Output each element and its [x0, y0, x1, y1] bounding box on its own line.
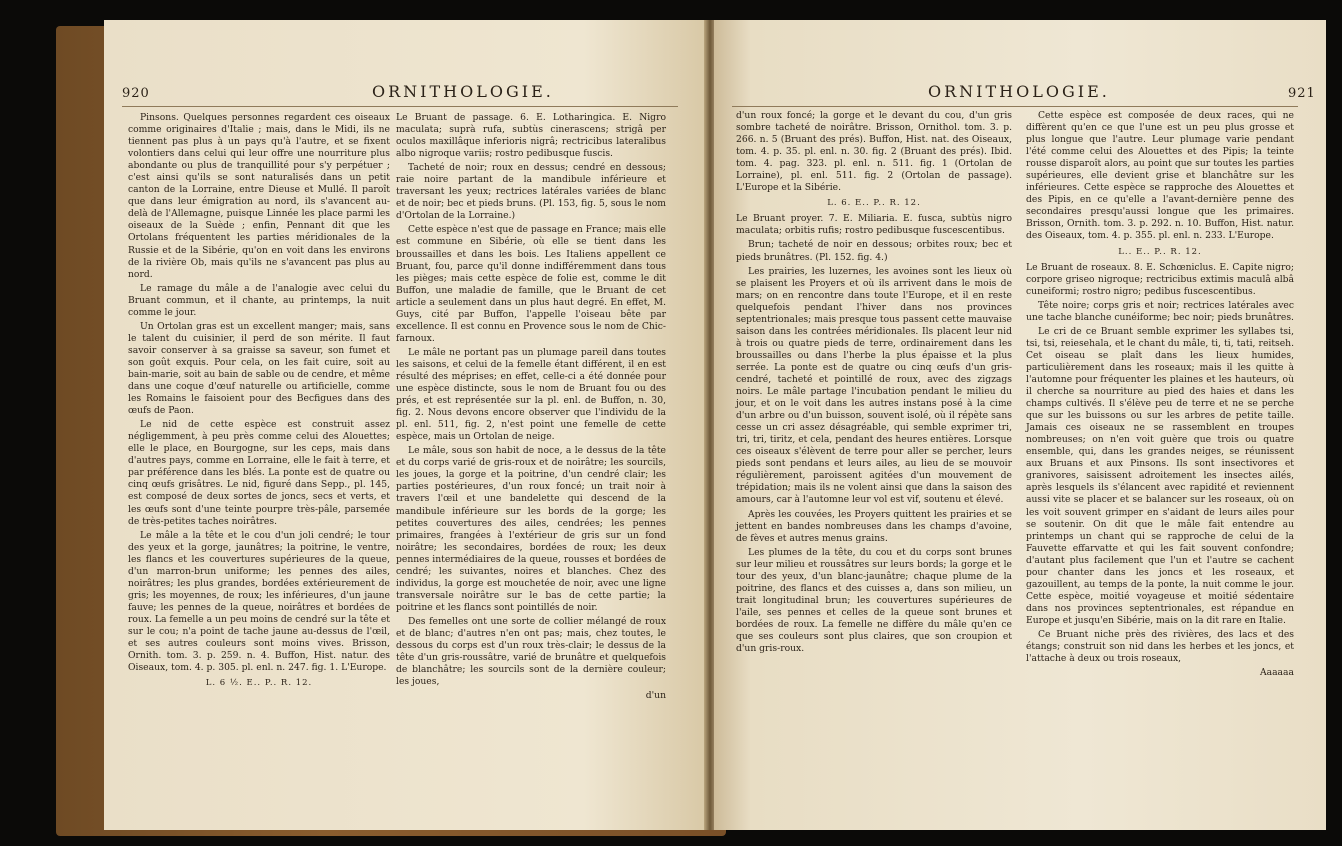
paragraph: Tacheté de noir; roux en dessus; cendré en dessous; raie noire partant de la mandibule inférieure et traversant les yeux; rectrices latérales variées de blanc et de noir; bec et pieds bruns. (Pl. 153, fig. 5, sous le nom d'Ortolan de la Lorraine.) — [396, 162, 666, 222]
open-book — [20, 6, 1342, 842]
measurements-line: L. 6 ½. E.. P.. R. 12. — [205, 678, 313, 689]
paragraph: Tête noire; corps gris et noir; rectrices latérales avec une tache blanche cunéiforme; bec noir; pieds brunâtres. — [1026, 299, 1294, 323]
measurements-line: L.. E.. P.. R. 12. — [1118, 246, 1202, 257]
paragraph: Le nid de cette espèce est construit assez négligemment, à peu près comme celui des Alouettes; elle le place, en Bourgogne, sur les ceps, mais dans d'autres pays, comme en Lorraine, elle le fait à terre, et par préférence dans les blés. La ponte est de quatre ou cinq œufs grisâtres. Le nid, figuré dans Sepp., pl. 145, est composé de deux sortes de joncs, secs et verts, et les œufs sont d'une teinte pourpre très-pâle, parsemée de très-petites taches noirâtres. — [128, 419, 390, 527]
paragraph: d'un roux foncé; la gorge et le devant du cou, d'un gris sombre tacheté de noirâtre. Brisson, Ornithol. tom. 3. p. 266. n. 5 (Bruant des prés). Buffon, Hist. nat. des Oiseaux, tom. 4. p. 35. pl. enl. n. 30. fig. 2 (Bruant des prés). Ibid. tom. 4. pag. 323. pl. enl. n. 511. fig. 1 (Ortolan de Lorraine), pl. enl. 511. fig. 2 (Ortolan de passage). L'Europe et la Sibérie. — [736, 110, 1012, 194]
species-heading: Le Bruant de passage. 6. E. Lotharingica. E. Nigro maculata; suprà rufa, subtùs cinerascens; strigâ per oculos maxillâque inferioris nigrâ; rectricibus lateralibus albo nigroque variis; rostro pedibusque fuscis. — [396, 112, 666, 160]
paragraph: Cette espèce est composée de deux races, qui ne diffèrent qu'en ce que l'une est un peu plus grosse et plus longue que l'autre. Leur plumage varie pendant l'été comme celui des Alouettes et des Pipis; la teinte rousse disparoît alors, au point que sur toutes les parties supérieures, elle devient grise et blanchâtre sur les inférieures. Cette espèce se rapproche des Alouettes et des Pipis, en ce qu'elle a l'avant-dernière penne des secondaires presqu'aussi longue que les primaires. Brisson, Ornith. tom. 3. p. 292. n. 10. Buffon, Hist. natur. des Oiseaux, tom. 4. p. 355. pl. enl. n. 233. L'Europe. — [1026, 110, 1294, 242]
paragraph: Le mâle, sous son habit de noce, a le dessus de la tête et du corps varié de gris-roux et de noirâtre; les sourcils, les joues, la gorge et la poitrine, d'un cendré clair; les parties postérieures, d'un roux foncé; un trait noir à travers l'œil et une bandelette qui descend de la mandibule inférieure sur les bords de la gorge; les petites couvertures des ailes, cendrées; les pennes primaires, frangées à l'extérieur de gris sur un fond noirâtre; les secondaires, bordées de roux; les deux pennes intermédiaires de la queue, rousses et bordées de cendré; les suivantes, noires et blanches. Chez des individus, la gorge est mouchetée de noir, avec une ligne transversale noirâtre sur le bas de cette partie; la poitrine et les flancs sont pointillés de noir. — [396, 445, 666, 613]
right-page — [714, 20, 1326, 830]
paragraph: Cette espèce n'est que de passage en France; mais elle est commune en Sibérie, où elle se tient dans les broussailles et dans les bois. Les Italiens appellent ce Bruant, fou, parce qu'il donne indifféremment dans tous les pièges; mais cette espèce de folie est, comme le dit Buffon, une maladie de famille, que le Bruant de cet article a seulement dans un plus haut degré. En effet, M. Guys, cité par Buffon, l'appelle l'oiseau bête par excellence. Il est connu en Provence sous le nom de Chic-farnoux. — [396, 224, 666, 344]
page-number: 920 — [122, 86, 150, 101]
column-left-1 — [128, 112, 390, 693]
running-head: ORNITHOLOGIE. — [372, 82, 554, 101]
paragraph: Le ramage du mâle a de l'analogie avec celui du Bruant commun, et il chante, au printemps, la nuit comme le jour. — [128, 282, 390, 318]
running-head: ORNITHOLOGIE. — [928, 82, 1110, 101]
column-left-2 — [396, 112, 666, 704]
header-rule — [732, 106, 1298, 107]
species-heading: Le Bruant de roseaux. 8. E. Schœniclus. E. Capite nigro; corpore griseo nigroque; rectricibus extimis maculâ albâ cuneiformi; rostro nigro; pedibus fuscescentibus. — [1026, 261, 1294, 297]
paragraph: Ce Bruant niche près des rivières, des lacs et des étangs; construit son nid dans les herbes et les joncs, et l'attache à deux ou trois roseaux, — [1026, 628, 1294, 665]
page-number: 921 — [1288, 86, 1316, 101]
paragraph: Des femelles ont une sorte de collier mélangé de roux et de blanc; d'autres n'en ont pas; mais, chez toutes, le dessous du corps est d'un roux très-clair; le dessus de la tête d'un gris-roussâtre, varié de brunâtre et quelquefois de blanchâtre; les sourcils sont de la dernière couleur; les joues, — [396, 615, 666, 688]
signature-mark: Aaaaaa — [1259, 667, 1294, 679]
paragraph: Le mâle a la tête et le cou d'un joli cendré; le tour des yeux et la gorge, jaunâtres; la poitrine, le ventre, les flancs et les couvertures supérieures de la queue, d'un marron-brun uniforme; les pennes des ailes, noirâtres; les plus grandes, bordées extérieurement de gris; les moyennes, de roux; les inférieures, d'un jaune fauve; les pennes de la queue, noirâtres et bordées de roux. La femelle a un peu moins de cendré sur la tête et sur le cou; n'a point de tache jaune au-dessus de l'œil, et ses autres couleurs sont moins vives. Brisson, Ornith. tom. 3. p. 259. n. 4. Buffon, Hist. natur. des Oiseaux, tom. 4. p. 305. pl. enl. n. 247. fig. 1. L'Europe. — [128, 529, 390, 674]
paragraph: Le cri de ce Bruant semble exprimer les syllabes tsi, tsi, tsi, reiesehala, et le chant du mâle, ti, ti, tati, reitseh. Cet oiseau se plaît dans les lieux humides, particulièrement dans les roseaux; mais il les quitte à l'automne pour fréquenter les plaines et les hauteurs, où il cherche sa nourriture au pied des haies et dans les champs cultivés. Il s'élève peu de terre et ne se perche que sur les buissons ou sur les arbres de petite taille. Jamais ces oiseaux ne se rassemblent en troupes nombreuses; on n'en voit guère que trois ou quatre ensemble, qui, dans les grandes neiges, se réunissent aux Bruans et aux Pinsons. Ils sont insectivores et granivores, saisissent adroitement les insectes ailés, après lesquels ils s'élancent avec rapidité et reviennent aussi vite se placer et se balancer sur les roseaux, où on les voit souvent grimper en s'aidant de leurs ailes pour se soutenir. On dit que le mâle fait entendre au printemps un chant qui se rapproche de celui de la Fauvette effarvatte et qui les fait souvent confondre; d'autant plus facilement que l'un et l'autre se cachent pour chanter dans les joncs et les roseaux, et gazouillent, au temps de la ponte, la nuit comme le jour. Cette espèce, moitié voyageuse et moitié sédentaire dans nos provinces septentrionales, est répandue en Europe et jusqu'en Sibérie, mais on la dit rare en Italie. — [1026, 325, 1294, 626]
paragraph: Pinsons. Quelques personnes regardent ces oiseaux comme originaires d'Italie ; mais, dans le Midi, ils ne tiennent pas plus à un pays qu'à l'autre, et se fixent volontiers dans celui qui leur offre une nourriture plus abondante ou plus de tranquillité pour s'y perpétuer ; c'est ainsi qu'ils se sont naturalisés dans un petit canton de la Lorraine, entre Dieuse et Mullé. Il paroît que dans leur émigration au nord, ils s'avancent au-delà de l'Allemagne, puisque Linnée les place parmi les oiseaux de la Suède ; enfin, Pennant dit que les Ortolans fréquentent les parties méridionales de la Russie et de la Sibérie, qu'on en voit dans les environs de la rivière Ob, mais qu'ils ne s'avancent pas plus au nord. — [128, 112, 390, 280]
paragraph: Les plumes de la tête, du cou et du corps sont brunes sur leur milieu et roussâtres sur leurs bords; la gorge et le tour des yeux, d'un blanc-jaunâtre; chaque plume de la poitrine, des flancs et des cuisses a, dans son milieu, un trait longitudinal brun; les couvertures supérieures de l'aile, ses pennes et celles de la queue sont brunes et bordées de roux. La femelle ne diffère du mâle qu'en ce que ses couleurs sont plus claires, que son croupion et d'un gris-roux. — [736, 546, 1012, 655]
header-rule — [122, 106, 678, 107]
paragraph: Brun; tacheté de noir en dessous; orbites roux; bec et pieds brunâtres. (Pl. 152. fig. 4.) — [736, 239, 1012, 263]
left-page — [104, 20, 704, 830]
paragraph: Après les couvées, les Proyers quittent les prairies et se jettent en bandes nombreuses dans les champs d'avoine, de fèves et autres menus grains. — [736, 508, 1012, 544]
species-heading: Le Bruant proyer. 7. E. Miliaria. E. fusca, subtùs nigro maculata; orbitis rufis; rostro pedibusque fuscescentibus. — [736, 213, 1012, 237]
column-right-2 — [1026, 110, 1294, 681]
paragraph: Le mâle ne portant pas un plumage pareil dans toutes les saisons, et celui de la femelle étant différent, il en est résulté des méprises; en effet, celle-ci a été donnée pour une espèce distincte, sous le nom de Bruant fou ou des prés, et est représentée sur la pl. enl. de Buffon, n. 30, fig. 2. Nous devons encore observer que l'individu de la pl. enl. 511, fig. 2, n'est point une femelle de cette espèce, mais un Ortolan de neige. — [396, 346, 666, 443]
column-right-1 — [736, 110, 1012, 657]
paragraph: Un Ortolan gras est un excellent manger; mais, sans le talent du cuisinier, il perd de son mérite. Il faut savoir conserver à sa graisse sa saveur, son fumet et son goût exquis. Pour cela, on les fait cuire, soit au bain-marie, soit au bain de sable ou de cendre, et même dans une coque d'œuf naturelle ou artificielle, comme les Romains le faisoient pour des Becfigues dans des œufs de Paon. — [128, 320, 390, 417]
catchword: d'un — [645, 690, 666, 702]
paragraph: Les prairies, les luzernes, les avoines sont les lieux où se plaisent les Proyers et où ils arrivent dans le mois de mars; on en rencontre dans toute l'Europe, et il en reste quelquefois pendant l'hiver dans nos provinces septentrionales; mais presque tous passent cette mauvaise saison dans les contrées méridionales. Ils placent leur nid à trois ou quatre pieds de terre, ordinairement dans les broussailles ou dans l'herbe la plus épaisse et la plus serrée. La ponte est de quatre ou cinq œufs d'un gris-cendré, tacheté et pointillé de roux, avec des zigzags noirs. Le mâle partage l'incubation pendant le milieu du jour, et on le voit dans les autres instans posé à la cime d'un arbre ou d'un buisson, souvent isolé, où il répète sans cesse un cri assez désagréable, qui semble exprimer tri, tri, tri, tiritz, et cela, pendant des heures entières. Lorsque ces oiseaux s'élèvent de terre pour aller se percher, leurs pieds sont pendans et leurs ailes, au lieu de se mouvoir régulièrement, paroissent agitées d'un mouvement de trépidation; mais ils ne volent ainsi que dans la saison des amours, car à l'automne leur vol est vif, soutenu et élevé. — [736, 265, 1012, 506]
measurements-line: L. 6. E.. P.. R. 12. — [827, 198, 921, 209]
